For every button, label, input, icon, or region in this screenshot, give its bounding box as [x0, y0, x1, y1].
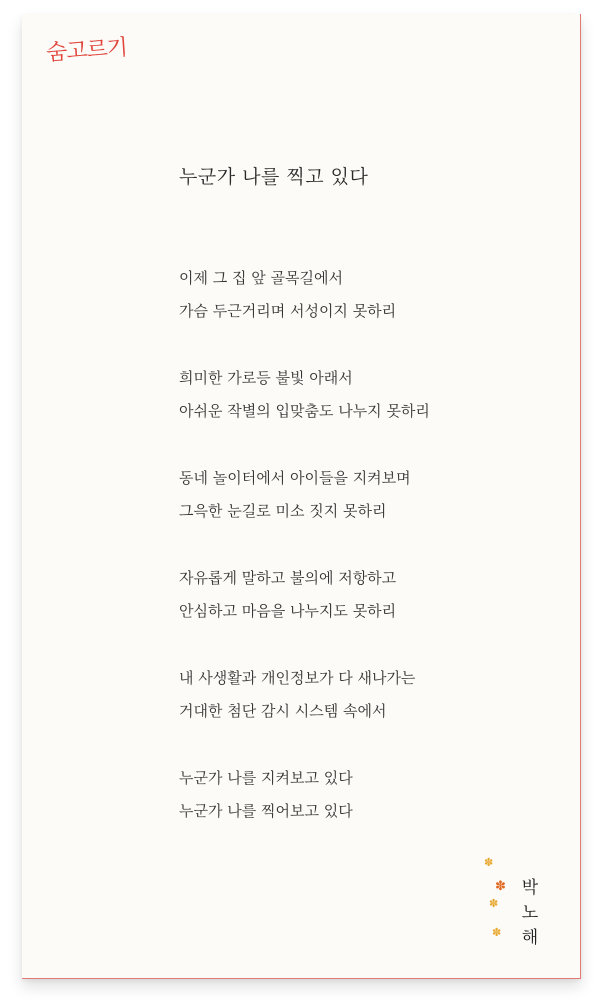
poem-body	[179, 262, 559, 862]
poem-line: 누군가 나를 찍어보고 있다	[179, 802, 353, 820]
signature-char: 해	[521, 928, 539, 948]
poem-line: 거대한 첨단 감시 시스템 속에서	[179, 702, 387, 720]
flower-icon: ✽	[484, 856, 494, 869]
flower-icon: ✽	[492, 926, 502, 939]
poem-line: 누군가 나를 지켜보고 있다	[179, 769, 353, 787]
stanza	[179, 662, 559, 728]
poem-line: 희미한 가로등 불빛 아래서	[179, 369, 353, 387]
flower-icon: ✽	[489, 897, 499, 910]
stanza	[179, 362, 559, 428]
stanza	[179, 262, 559, 328]
poem-card	[22, 14, 581, 979]
poem-line: 동네 놀이터에서 아이들을 지켜보며	[179, 469, 411, 487]
poem-line: 가슴 두근거리며 서성이지 못하리	[179, 302, 397, 320]
logo: 숨고르기	[45, 35, 128, 66]
poem-line: 자유롭게 말하고 불의에 저항하고	[179, 569, 397, 587]
poem-line: 안심하고 마음을 나누지도 못하리	[179, 602, 397, 620]
poem-title: 누군가 나를 찍고 있다	[179, 166, 369, 188]
flower-icon: ✽	[495, 879, 506, 894]
signature-char: 노	[521, 903, 539, 923]
poem-line: 아쉬운 작별의 입맞춤도 나누지 못하리	[179, 402, 430, 420]
poem-line: 이제 그 집 앞 골목길에서	[179, 269, 343, 287]
poem-line: 그윽한 눈길로 미소 짓지 못하리	[179, 502, 387, 520]
stanza	[179, 762, 559, 828]
stanza	[179, 562, 559, 628]
signature-char: 박	[521, 878, 539, 898]
stanza	[179, 462, 559, 528]
poem-line: 내 사생활과 개인정보가 다 새나가는	[179, 669, 416, 687]
author-signature	[519, 876, 541, 951]
